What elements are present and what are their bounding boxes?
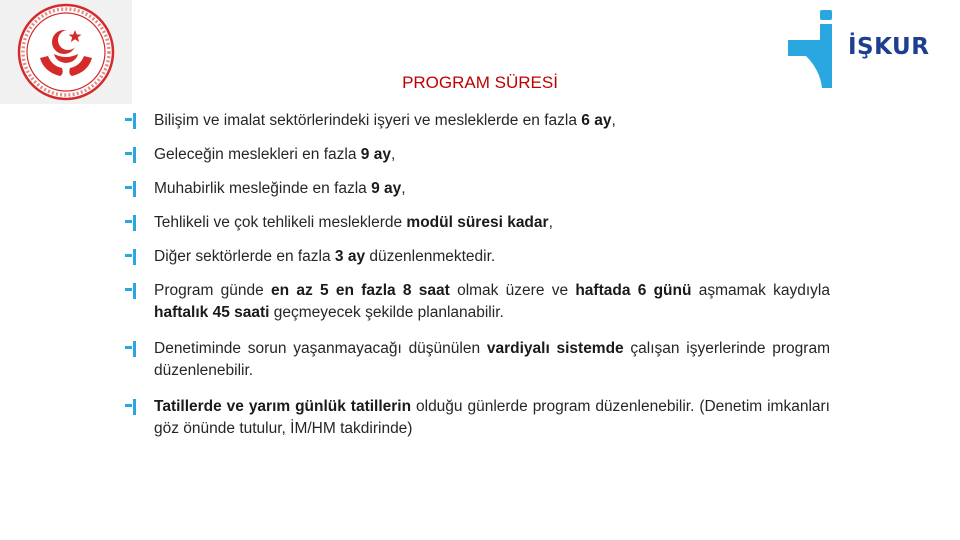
- emphasis-text: haftalık 45 saati: [154, 304, 270, 321]
- text-segment: ,: [548, 214, 553, 231]
- text-segment: Bilişim ve imalat sektörlerindeki işyeri ve mesleklerde en fazla: [154, 112, 582, 129]
- list-item-text: [154, 280, 830, 324]
- list-item-text: [154, 110, 830, 132]
- bullet-icon: [125, 147, 137, 163]
- emphasis-text: 3 ay: [334, 248, 366, 265]
- emphasis-text: 6 ay: [581, 112, 612, 129]
- text-segment: çalışan işyerlerinde program düzenlenebilir.: [154, 340, 830, 379]
- list-item: [125, 338, 830, 382]
- list-item-text: [154, 338, 830, 382]
- emphasis-text: 9 ay: [371, 180, 402, 197]
- bullet-icon: [125, 283, 137, 299]
- text-segment: Muhabirlik mesleğinde en fazla: [154, 180, 372, 197]
- list-item: [125, 246, 830, 268]
- list-item-text: [154, 144, 830, 166]
- text-segment: olmak üzere ve: [449, 282, 576, 299]
- bullet-icon: [125, 113, 137, 129]
- list-item: [125, 212, 830, 234]
- text-segment: ,: [611, 112, 616, 129]
- text-segment: geçmeyecek şekilde planlanabilir.: [269, 304, 504, 321]
- text-segment: Diğer sektörlerde en fazla: [154, 248, 335, 265]
- text-segment: Geleceğin meslekleri en fazla: [154, 146, 361, 163]
- bullet-icon: [125, 249, 137, 265]
- text-segment: ,: [401, 180, 406, 197]
- text-segment: aşmamak kaydıyla: [691, 282, 830, 299]
- page-title: PROGRAM SÜRESİ: [402, 73, 558, 92]
- bullet-icon: [125, 181, 137, 197]
- list-item-text: [154, 396, 830, 440]
- bullet-icon: [125, 341, 137, 357]
- list-item: [125, 144, 830, 166]
- emphasis-text: vardiyalı sistemde: [486, 340, 624, 357]
- list-item-text: [154, 246, 830, 268]
- bullet-icon: [125, 399, 137, 415]
- emphasis-text: modül süresi kadar: [406, 214, 549, 231]
- list-item: [125, 280, 830, 324]
- text-segment: Tehlikeli ve çok tehlikeli mesleklerde: [154, 214, 407, 231]
- list-item-text: [154, 212, 830, 234]
- brand-logo-text: İŞKUR: [848, 34, 930, 60]
- text-segment: olduğu günlerde program düzenlenebilir. (Denetim imkanları göz önünde tutulur, İM/HM takdirinde): [154, 398, 830, 437]
- text-segment: Denetiminde sorun yaşanmayacağı düşünülen: [154, 340, 487, 357]
- text-segment: ,: [390, 146, 396, 163]
- list-item: [125, 396, 830, 440]
- emphasis-text: Tatillerde ve yarım günlük tatillerin: [154, 398, 412, 415]
- list-item-text: [154, 178, 830, 200]
- text-segment: Program günde: [154, 282, 272, 299]
- list-item: [125, 178, 830, 200]
- bullet-icon: [125, 215, 137, 231]
- text-segment: düzenlenmektedir.: [365, 248, 496, 265]
- emphasis-text: 9 ay: [360, 146, 391, 163]
- emphasis-text: en az 5 en fazla 8 saat: [271, 282, 450, 299]
- emphasis-text: haftada 6 günü: [575, 282, 692, 299]
- list-item: [125, 110, 830, 132]
